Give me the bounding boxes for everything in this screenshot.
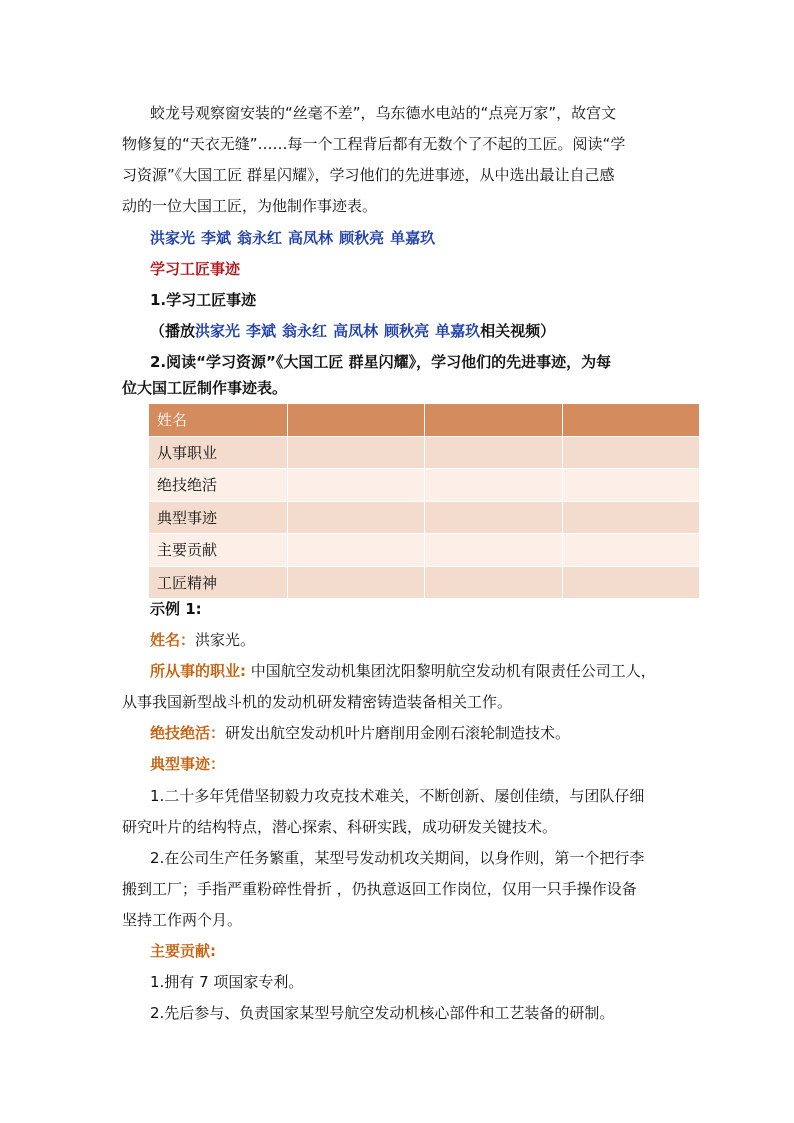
section-title: 学习工匠事迹: [150, 260, 241, 278]
row-label-occupation: 从事职业: [149, 436, 288, 469]
intro-line-4: 动的一位大国工匠，为他制作事迹表。: [122, 197, 378, 215]
table-cell[interactable]: [425, 534, 562, 567]
table-row: [149, 501, 700, 534]
table-cell[interactable]: [425, 404, 562, 437]
name-gu-qiuliang: 顾秋亮: [384, 322, 430, 340]
example-skill: [150, 718, 570, 749]
intro-line-3: 习资源”《大国工匠 群星闪耀》，学习他们的先进事迹，从中选出最让自己感: [122, 166, 615, 184]
example-name: [150, 625, 255, 656]
step2-line-2: 位大国工匠制作事迹表。: [122, 379, 288, 397]
name-label: 姓名：: [150, 631, 196, 649]
table-cell[interactable]: [288, 469, 425, 502]
table-cell[interactable]: [425, 566, 562, 599]
deed1-line-2: 研究叶片的结构特点，潜心探索、科研实践，成功研发关键技术。: [122, 818, 558, 836]
row-label-contribution: 主要贡献: [149, 534, 288, 567]
step1-note: [150, 316, 555, 347]
name-li-bin: 李斌: [246, 322, 277, 340]
table-row: [149, 469, 700, 502]
craftsman-names: [150, 223, 435, 254]
table-cell[interactable]: [562, 534, 699, 567]
example-job-line-1: [150, 656, 656, 687]
name-gu-qiuliang: 顾秋亮: [339, 229, 385, 247]
table-cell[interactable]: [562, 404, 699, 437]
table-cell[interactable]: [562, 436, 699, 469]
step1-note-open: （播放: [150, 322, 196, 340]
table-cell[interactable]: [425, 436, 562, 469]
row-label-name: 姓名: [149, 404, 288, 437]
name-value: 洪家光。: [195, 631, 256, 649]
row-label-deeds: 典型事迹: [149, 501, 288, 534]
table-cell[interactable]: [562, 469, 699, 502]
table-row: [149, 566, 700, 599]
contrib-2: 2.先后参与、负责国家某型号航空发动机核心部件和工艺装备的研制。: [150, 1004, 615, 1022]
name-li-bin: 李斌: [201, 229, 232, 247]
intro-line-2: 物修复的“天衣无缝”……每一个工程背后都有无数个了不起的工匠。阅读“学: [122, 135, 626, 153]
name-weng-yonghong: 翁永红: [237, 229, 283, 247]
name-hong-jiaguang: 洪家光: [195, 322, 241, 340]
table-cell[interactable]: [288, 436, 425, 469]
example-title: 示例 1:: [150, 600, 202, 618]
table-row: [149, 404, 700, 437]
table-cell[interactable]: [425, 469, 562, 502]
job-value-1: 中国航空发动机集团沈阳黎明航空发动机有限责任公司工人，: [246, 662, 656, 680]
row-label-skill: 绝技绝活: [149, 469, 288, 502]
job-label: 所从事的职业:: [150, 662, 246, 680]
name-weng-yonghong: 翁永红: [282, 322, 328, 340]
skill-label: 绝技绝活：: [150, 724, 226, 742]
deed2-line-1: 2.在公司生产任务繁重，某型号发动机攻关期间，以身作则，第一个把行李: [150, 849, 645, 867]
name-shan-jiajiu: 单嘉玖: [390, 229, 436, 247]
intro-line-1: 蛟龙号观察窗安装的“丝毫不差”，乌东德水电站的“点亮万家”，故宫文: [150, 104, 617, 122]
table-cell[interactable]: [288, 534, 425, 567]
skill-value: 研发出航空发动机叶片磨削用金刚石滚轮制造技术。: [225, 724, 571, 742]
table-cell[interactable]: [562, 566, 699, 599]
step1-title: 1.学习工匠事迹: [150, 291, 257, 309]
deed2-line-3: 坚持工作两个月。: [122, 911, 243, 929]
contrib-1: 1.拥有 7 项国家专利。: [150, 973, 304, 991]
example-job-line-2: 从事我国新型战斗机的发动机研发精密铸造装备相关工作。: [122, 693, 513, 711]
table-cell[interactable]: [288, 404, 425, 437]
deed1-line-1: 1.二十多年凭借坚韧毅力攻克技术难关，不断创新、屡创佳绩，与团队仔细: [150, 787, 645, 805]
deeds-label: 典型事迹：: [150, 755, 226, 773]
row-label-spirit: 工匠精神: [149, 566, 288, 599]
table-row: [149, 436, 700, 469]
table-cell[interactable]: [288, 501, 425, 534]
table-cell[interactable]: [425, 501, 562, 534]
name-gao-fenglin: 高凤林: [333, 322, 379, 340]
table-row: [149, 534, 700, 567]
table-cell[interactable]: [562, 501, 699, 534]
table-cell[interactable]: [288, 566, 425, 599]
step1-note-close: 相关视频）: [480, 322, 556, 340]
name-shan-jiajiu: 单嘉玖: [435, 322, 481, 340]
craftsman-fact-table: [148, 403, 700, 599]
name-gao-fenglin: 高凤林: [288, 229, 334, 247]
contrib-label: 主要贡献:: [150, 942, 216, 960]
name-hong-jiaguang: 洪家光: [150, 229, 196, 247]
deed2-line-2: 搬到工厂；手指严重粉碎性骨折 ，仍执意返回工作岗位，仅用一只手操作设备: [122, 880, 637, 898]
step2-line-1: 2.阅读“学习资源”《大国工匠 群星闪耀》，学习他们的先进事迹，为每: [150, 353, 612, 371]
